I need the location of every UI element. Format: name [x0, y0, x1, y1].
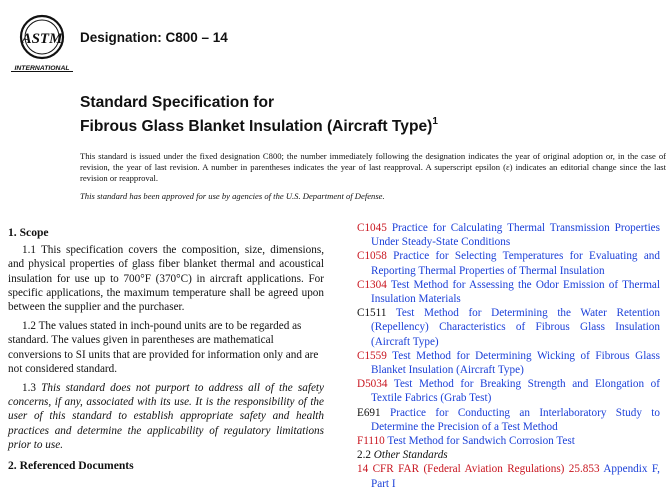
section-heading-referenced-documents: 2. Referenced Documents	[8, 459, 134, 473]
safety-caveat: This standard does not purport to address all of the safety concerns, if any, associated with its use. It is the responsibility of the user of this standard to establish appropriate safety and health practices and determine the applicability of regulatory limitations prior to use.	[8, 382, 324, 451]
logo-subtext: INTERNATIONAL	[14, 65, 70, 72]
reference-title[interactable]: Test Method for Assessing the Odor Emission of Thermal Insulation Materials	[371, 278, 660, 306]
title-line-1: Standard Specification for	[80, 94, 275, 111]
cfr-title[interactable]: Appendix F, Part I	[371, 463, 660, 490]
title-footnote-marker[interactable]: 1	[432, 116, 438, 127]
paragraph-1-2: 1.2 The values stated in inch-pound units are to be regarded as standard. The values given in parentheses are mathematical conversions to SI units that are provided for information only and are not considered standard.	[8, 320, 319, 375]
reference-item[interactable]	[357, 349, 660, 377]
designation: Designation: C800 – 14	[80, 30, 228, 45]
reference-code[interactable]: C1559	[357, 349, 387, 362]
other-standards-heading: 2.2 Other Standards	[357, 449, 448, 462]
reference-code[interactable]: F1110	[357, 435, 385, 448]
reference-item[interactable]	[357, 278, 660, 306]
reference-title[interactable]: Practice for Selecting Temperatures for Evaluating and Reporting Thermal Properties of Thermal Insulation	[371, 250, 660, 277]
reference-code[interactable]: C1304	[357, 278, 387, 291]
title-line-2	[80, 112, 438, 136]
reference-item[interactable]	[357, 221, 660, 249]
paragraph-1-1: 1.1 This specification covers the composition, size, dimensions, and physical properties of glass fiber blanket thermal and acoustical insulation for use up to 700°F (370°C) in aircraft applications. For specific applications, the maximum temperature shall be agreed upon between the supplier and the purchaser.	[8, 244, 324, 314]
reference-title[interactable]: Test Method for Breaking Strength and Elongation of Textile Fabrics (Grab Test)	[371, 378, 660, 405]
logo-text: ASTM	[21, 31, 63, 47]
reference-list	[357, 221, 660, 448]
reference-code[interactable]: C1058	[357, 250, 387, 263]
reference-item[interactable]	[357, 406, 660, 434]
paragraph-1-3	[8, 381, 324, 452]
reference-title[interactable]: Practice for Calculating Thermal Transmission Properties Under Steady-State Conditions	[371, 222, 661, 249]
reference-code[interactable]: E691	[357, 406, 381, 419]
reference-title[interactable]: Practice for Conducting an Interlaboratory Study to Determine the Precision of a Test Method	[371, 406, 660, 433]
reference-title[interactable]: Test Method for Determining the Water Retention (Repellency) Characteristics of Fibrous Glass Insulation (Aircraft Type)	[371, 307, 660, 348]
cfr-link[interactable]: 14 CFR FAR (Federal Aviation Regulations) 25.853	[357, 463, 600, 476]
section-heading-scope: 1. Scope	[8, 226, 49, 239]
reference-title[interactable]: Test Method for Sandwich Corrosion Test	[387, 435, 575, 448]
reference-code[interactable]: C1511	[357, 307, 387, 320]
approval-note: This standard has been approved for use by agencies of the U.S. Department of Defense.	[80, 191, 385, 201]
reference-title[interactable]: Test Method for Determining Wicking of Fibrous Glass Blanket Insulation (Aircraft Type)	[371, 349, 660, 377]
title-text: Fibrous Glass Blanket Insulation (Aircraft Type)	[80, 118, 433, 135]
right-column	[357, 221, 660, 491]
reference-item[interactable]	[357, 249, 660, 277]
reference-item[interactable]	[357, 434, 660, 448]
reference-item[interactable]	[357, 306, 660, 349]
issuance-note: This standard is issued under the fixed designation C800; the number immediately following the designation indicates the year of original adoption or, in the case of revision, the year of last revision. A number in parentheses indicates the year of last reapproval. A superscript epsilon (ε) indicates an editorial change since the last revision or reapproval.	[80, 151, 666, 183]
cfr-reference[interactable]	[357, 462, 660, 490]
reference-code[interactable]: D5034	[357, 378, 388, 391]
left-column	[8, 226, 324, 476]
paragraph-number: 1.3	[22, 382, 42, 395]
reference-code[interactable]: C1045	[357, 222, 387, 234]
astm-logo	[8, 12, 76, 74]
reference-item[interactable]	[357, 377, 660, 405]
document-title	[80, 93, 438, 136]
